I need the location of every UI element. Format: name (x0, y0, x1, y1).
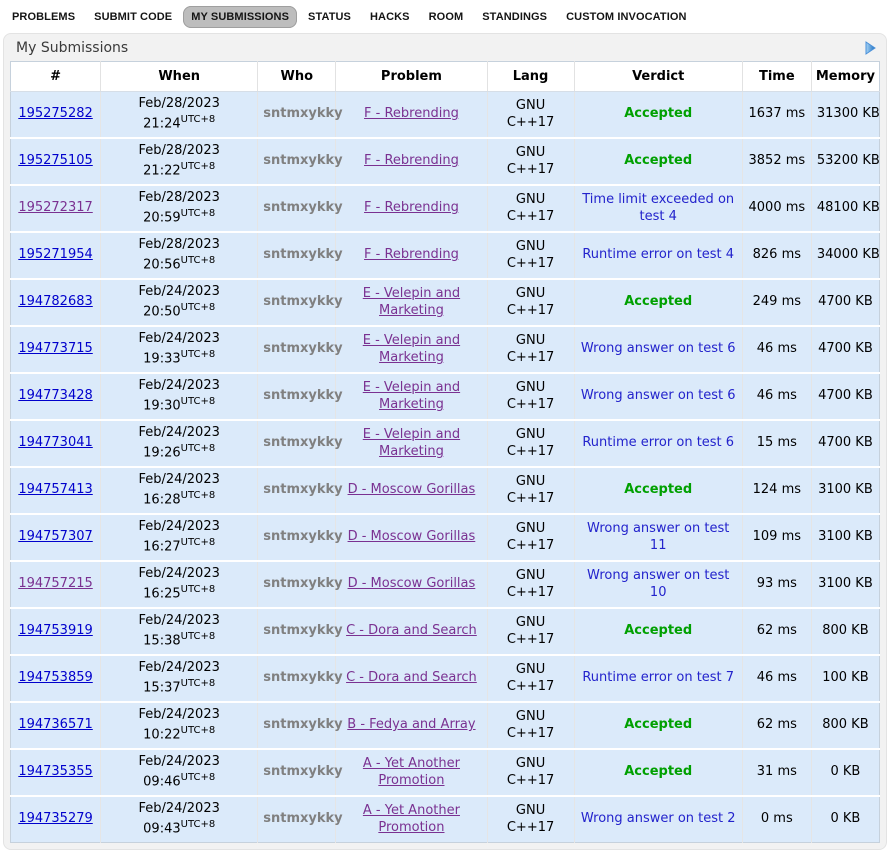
problem-link[interactable]: E - Velepin and Marketing (362, 285, 461, 318)
submission-id-link[interactable]: 195275282 (18, 106, 93, 122)
user-handle[interactable]: sntmxykky (263, 388, 343, 404)
cell-verdict (574, 655, 742, 702)
cell-problem (336, 749, 487, 796)
submission-id-link[interactable]: 194736571 (18, 717, 93, 733)
cell-problem (336, 514, 487, 561)
table-header-cell: Who (258, 62, 336, 92)
cell-verdict (574, 92, 742, 139)
cell-verdict (574, 702, 742, 749)
table-row (11, 373, 880, 420)
submission-date: Feb/28/2023 (138, 142, 220, 158)
cell-when (101, 138, 258, 185)
cell-who (258, 326, 343, 373)
user-handle[interactable]: sntmxykky (263, 623, 343, 639)
verdict-text: Runtime error on test 4 (582, 247, 735, 263)
cell-lang: GNU C++17 (487, 561, 574, 608)
table-header-row (11, 62, 880, 92)
submission-time: $09:46^{UTC+8}$ (143, 771, 216, 790)
submission-id-link[interactable]: 194757413 (18, 482, 93, 498)
cell-problem (336, 467, 487, 514)
cell-memory: 800 KB (811, 608, 879, 655)
cell-when (101, 655, 258, 702)
nav-item-my-submissions[interactable]: MY SUBMISSIONS (183, 6, 297, 28)
submission-date: Feb/28/2023 (138, 189, 220, 205)
cell-submission-id (11, 232, 101, 279)
cell-verdict (574, 467, 742, 514)
cell-when (101, 326, 258, 373)
cell-who (258, 514, 343, 561)
submission-time: $16:25^{UTC+8}$ (143, 583, 216, 602)
submission-id-link[interactable]: 195275105 (18, 153, 93, 169)
table-header-cell: Lang (487, 62, 574, 92)
cell-lang: GNU C++17 (487, 608, 574, 655)
table-row (11, 749, 880, 796)
cell-problem (336, 796, 487, 843)
submission-date: Feb/24/2023 (138, 800, 220, 816)
user-handle[interactable]: sntmxykky (263, 529, 343, 545)
timezone-label: UTC+8 (180, 160, 216, 172)
cell-verdict (574, 796, 742, 843)
cell-who (258, 608, 343, 655)
nav-item-standings[interactable]: STANDINGS (482, 11, 548, 23)
cell-problem (336, 373, 487, 420)
cell-who (258, 373, 343, 420)
cell-lang: GNU C++17 (487, 702, 574, 749)
submission-date: Feb/24/2023 (138, 659, 220, 675)
verdict-text: Accepted (624, 482, 693, 498)
submission-time: $21:22^{UTC+8}$ (143, 160, 216, 179)
cell-lang: GNU C++17 (487, 138, 574, 185)
submission-time: $20:50^{UTC+8}$ (143, 301, 216, 320)
cell-submission-id (11, 373, 101, 420)
user-handle[interactable]: sntmxykky (263, 247, 343, 263)
cell-when (101, 561, 258, 608)
submission-time: $16:28^{UTC+8}$ (143, 489, 216, 508)
submission-id-link[interactable]: 195271954 (18, 247, 93, 263)
cell-memory: 4700 KB (811, 326, 879, 373)
cell-time: 93 ms (742, 561, 811, 608)
problem-link[interactable]: C - Dora and Search (346, 670, 477, 686)
table-row (11, 185, 880, 232)
cell-submission-id (11, 796, 101, 843)
cell-problem (336, 326, 487, 373)
cell-problem (336, 420, 487, 467)
user-handle[interactable]: sntmxykky (263, 717, 343, 733)
cell-when (101, 279, 258, 326)
cell-memory: 48100 KB (811, 185, 879, 232)
table-row (11, 702, 880, 749)
timezone-label: UTC+8 (180, 818, 216, 830)
timezone-label: UTC+8 (180, 348, 216, 360)
nav-item-room[interactable]: ROOM (428, 11, 464, 23)
timezone-label: UTC+8 (180, 724, 216, 736)
cell-lang: GNU C++17 (487, 326, 574, 373)
collapse-arrow-icon[interactable] (864, 41, 876, 55)
table-row (11, 138, 880, 185)
verdict-text: Accepted (624, 623, 693, 639)
cell-problem (336, 608, 487, 655)
cell-memory: 53200 KB (811, 138, 879, 185)
problem-link[interactable]: A - Yet Another Promotion (362, 755, 460, 788)
cell-who (258, 138, 343, 185)
cell-memory: 3100 KB (811, 514, 879, 561)
cell-submission-id (11, 326, 101, 373)
cell-lang: GNU C++17 (487, 92, 574, 139)
cell-memory: 4700 KB (811, 373, 879, 420)
cell-verdict (574, 749, 742, 796)
verdict-text: Accepted (624, 106, 693, 122)
table-row (11, 279, 880, 326)
timezone-label: UTC+8 (180, 113, 216, 125)
submission-time: $09:43^{UTC+8}$ (143, 818, 216, 837)
verdict-text: Wrong answer on test 10 (587, 567, 730, 600)
cell-verdict (574, 138, 742, 185)
table-header-cell: Verdict (574, 62, 742, 92)
table-header-cell: # (11, 62, 101, 92)
cell-lang: GNU C++17 (487, 279, 574, 326)
cell-lang: GNU C++17 (487, 655, 574, 702)
timezone-label: UTC+8 (180, 489, 216, 501)
cell-when (101, 420, 258, 467)
cell-verdict (574, 373, 742, 420)
cell-problem (336, 185, 487, 232)
submission-id-link[interactable]: 194753859 (18, 670, 93, 686)
cell-when (101, 514, 258, 561)
cell-submission-id (11, 655, 101, 702)
cell-submission-id (11, 279, 101, 326)
table-row (11, 92, 880, 139)
submission-date: Feb/24/2023 (138, 377, 220, 393)
submission-id-link[interactable]: 194773041 (18, 435, 93, 451)
submissions-table-body (11, 92, 880, 843)
cell-time: 46 ms (742, 373, 811, 420)
problem-link[interactable]: B - Fedya and Array (347, 717, 476, 733)
verdict-text: Runtime error on test 7 (582, 670, 735, 686)
submission-date: Feb/24/2023 (138, 330, 220, 346)
cell-who (258, 420, 343, 467)
cell-memory: 3100 KB (811, 467, 879, 514)
cell-who (258, 467, 343, 514)
verdict-text: Accepted (624, 717, 693, 733)
submission-id-link[interactable]: 194782683 (18, 294, 93, 310)
cell-memory: 31300 KB (811, 92, 879, 139)
problem-link[interactable]: F - Rebrending (364, 153, 459, 169)
cell-problem (336, 561, 487, 608)
table-row (11, 326, 880, 373)
cell-submission-id (11, 420, 101, 467)
cell-memory: 4700 KB (811, 279, 879, 326)
cell-who (258, 185, 343, 232)
cell-submission-id (11, 514, 101, 561)
cell-memory: 34000 KB (811, 232, 879, 279)
cell-time: 46 ms (742, 326, 811, 373)
nav-item-custom-invocation[interactable]: CUSTOM INVOCATION (566, 11, 687, 23)
submission-date: Feb/24/2023 (138, 518, 220, 534)
cell-lang: GNU C++17 (487, 373, 574, 420)
problem-link[interactable]: D - Moscow Gorillas (347, 576, 476, 592)
my-submissions-panel (3, 33, 887, 850)
cell-time: 124 ms (742, 467, 811, 514)
cell-when (101, 749, 258, 796)
submission-time: $20:59^{UTC+8}$ (143, 207, 216, 226)
cell-who (258, 232, 343, 279)
submission-time: $10:22^{UTC+8}$ (143, 724, 216, 743)
submission-date: Feb/28/2023 (138, 236, 220, 252)
submission-date: Feb/24/2023 (138, 424, 220, 440)
cell-time: 3852 ms (742, 138, 811, 185)
problem-link[interactable]: F - Rebrending (364, 247, 459, 263)
verdict-text: Accepted (624, 153, 693, 169)
table-header-cell: Time (742, 62, 811, 92)
table-row (11, 420, 880, 467)
cell-memory: 0 KB (811, 749, 879, 796)
cell-lang: GNU C++17 (487, 514, 574, 561)
cell-problem (336, 702, 487, 749)
timezone-label: UTC+8 (180, 771, 216, 783)
cell-memory: 0 KB (811, 796, 879, 843)
problem-link[interactable]: A - Yet Another Promotion (362, 802, 460, 835)
nav-item-submit-code[interactable]: SUBMIT CODE (94, 11, 173, 23)
cell-verdict (574, 279, 742, 326)
nav-item-status[interactable]: STATUS (308, 11, 351, 23)
submission-id-link[interactable]: 194757307 (18, 529, 93, 545)
table-header-cell: Problem (336, 62, 487, 92)
submission-id-link[interactable]: 194753919 (18, 623, 93, 639)
cell-time: 1637 ms (742, 92, 811, 139)
cell-verdict (574, 326, 742, 373)
user-handle[interactable]: sntmxykky (263, 341, 343, 357)
cell-memory: 4700 KB (811, 420, 879, 467)
user-handle[interactable]: sntmxykky (263, 294, 343, 310)
verdict-text: Runtime error on test 6 (582, 435, 735, 451)
cell-when (101, 185, 258, 232)
timezone-label: UTC+8 (180, 583, 216, 595)
cell-submission-id (11, 467, 101, 514)
cell-when (101, 232, 258, 279)
user-handle[interactable]: sntmxykky (263, 670, 343, 686)
cell-submission-id (11, 185, 101, 232)
cell-problem (336, 138, 487, 185)
cell-memory: 800 KB (811, 702, 879, 749)
nav-item-hacks[interactable]: HACKS (370, 11, 410, 23)
cell-lang: GNU C++17 (487, 185, 574, 232)
cell-submission-id (11, 92, 101, 139)
verdict-text: Time limit exceeded on test 4 (582, 191, 735, 224)
cell-who (258, 92, 343, 139)
submission-id-link[interactable]: 194773428 (18, 388, 93, 404)
cell-problem (336, 279, 487, 326)
cell-who (258, 655, 343, 702)
table-row (11, 232, 880, 279)
table-row (11, 514, 880, 561)
submission-id-link[interactable]: 194735355 (18, 764, 93, 780)
user-handle[interactable]: sntmxykky (263, 764, 343, 780)
table-header-cell: When (101, 62, 258, 92)
cell-submission-id (11, 561, 101, 608)
cell-problem (336, 232, 487, 279)
cell-when (101, 373, 258, 420)
panel-title: My Submissions (16, 40, 129, 56)
submissions-table (10, 61, 880, 843)
cell-verdict (574, 420, 742, 467)
cell-submission-id (11, 608, 101, 655)
cell-memory: 3100 KB (811, 561, 879, 608)
submission-date: Feb/24/2023 (138, 283, 220, 299)
cell-time: 109 ms (742, 514, 811, 561)
submission-time: $19:26^{UTC+8}$ (143, 442, 216, 461)
cell-lang: GNU C++17 (487, 467, 574, 514)
user-handle[interactable]: sntmxykky (263, 576, 343, 592)
submission-time: $21:24^{UTC+8}$ (143, 113, 216, 132)
cell-time: 15 ms (742, 420, 811, 467)
submission-date: Feb/24/2023 (138, 565, 220, 581)
submission-time: $20:56^{UTC+8}$ (143, 254, 216, 273)
cell-time: 62 ms (742, 608, 811, 655)
cell-when (101, 702, 258, 749)
submission-id-link[interactable]: 194757215 (18, 576, 93, 592)
cell-submission-id (11, 138, 101, 185)
timezone-label: UTC+8 (180, 395, 216, 407)
cell-time: 31 ms (742, 749, 811, 796)
timezone-label: UTC+8 (180, 254, 216, 266)
problem-link[interactable]: D - Moscow Gorillas (347, 482, 476, 498)
verdict-text: Accepted (624, 764, 693, 780)
cell-problem (336, 92, 487, 139)
timezone-label: UTC+8 (180, 630, 216, 642)
problem-link[interactable]: E - Velepin and Marketing (362, 332, 461, 365)
problem-link[interactable]: D - Moscow Gorillas (347, 529, 476, 545)
problem-link[interactable]: C - Dora and Search (346, 623, 477, 639)
cell-when (101, 796, 258, 843)
problem-link[interactable]: E - Velepin and Marketing (362, 426, 461, 459)
verdict-text: Wrong answer on test 11 (587, 520, 730, 553)
cell-memory: 100 KB (811, 655, 879, 702)
cell-time: 46 ms (742, 655, 811, 702)
verdict-text: Wrong answer on test 2 (580, 811, 736, 827)
table-row (11, 467, 880, 514)
user-handle[interactable]: sntmxykky (263, 482, 343, 498)
cell-time: 62 ms (742, 702, 811, 749)
top-navigation (0, 0, 890, 33)
timezone-label: UTC+8 (180, 677, 216, 689)
cell-submission-id (11, 702, 101, 749)
submission-date: Feb/24/2023 (138, 612, 220, 628)
cell-lang: GNU C++17 (487, 420, 574, 467)
problem-link[interactable]: F - Rebrending (364, 106, 459, 122)
user-handle[interactable]: sntmxykky (263, 106, 343, 122)
user-handle[interactable]: sntmxykky (263, 200, 343, 216)
user-handle[interactable]: sntmxykky (263, 153, 343, 169)
table-row (11, 655, 880, 702)
verdict-text: Wrong answer on test 6 (580, 341, 736, 357)
cell-verdict (574, 514, 742, 561)
nav-item-problems[interactable]: PROBLEMS (12, 11, 76, 23)
submission-time: $19:33^{UTC+8}$ (143, 348, 216, 367)
submission-time: $16:27^{UTC+8}$ (143, 536, 216, 555)
submission-time: $19:30^{UTC+8}$ (143, 395, 216, 414)
submission-date: Feb/24/2023 (138, 471, 220, 487)
cell-verdict (574, 608, 742, 655)
verdict-text: Wrong answer on test 6 (580, 388, 736, 404)
cell-time: 4000 ms (742, 185, 811, 232)
cell-who (258, 749, 343, 796)
timezone-label: UTC+8 (180, 536, 216, 548)
user-handle[interactable]: sntmxykky (263, 811, 343, 827)
cell-verdict (574, 561, 742, 608)
cell-who (258, 702, 343, 749)
cell-verdict (574, 232, 742, 279)
cell-time: 0 ms (742, 796, 811, 843)
cell-when (101, 467, 258, 514)
cell-time: 826 ms (742, 232, 811, 279)
cell-who (258, 796, 343, 843)
table-header-cell: Memory (811, 62, 879, 92)
timezone-label: UTC+8 (180, 442, 216, 454)
cell-problem (336, 655, 487, 702)
table-row (11, 796, 880, 843)
submission-time: $15:37^{UTC+8}$ (143, 677, 216, 696)
submission-date: Feb/28/2023 (138, 95, 220, 111)
cell-lang: GNU C++17 (487, 796, 574, 843)
problem-link[interactable]: F - Rebrending (364, 200, 459, 216)
cell-lang: GNU C++17 (487, 749, 574, 796)
submission-id-link[interactable]: 194735279 (18, 811, 93, 827)
timezone-label: UTC+8 (180, 301, 216, 313)
cell-who (258, 279, 343, 326)
cell-when (101, 608, 258, 655)
cell-lang: GNU C++17 (487, 232, 574, 279)
panel-caption (4, 34, 886, 61)
problem-link[interactable]: E - Velepin and Marketing (362, 379, 461, 412)
cell-who (258, 561, 343, 608)
submission-time: $15:38^{UTC+8}$ (143, 630, 216, 649)
cell-when (101, 92, 258, 139)
submission-date: Feb/24/2023 (138, 753, 220, 769)
verdict-text: Accepted (624, 294, 693, 310)
submission-date: Feb/24/2023 (138, 706, 220, 722)
submission-id-link[interactable]: 194773715 (18, 341, 93, 357)
table-row (11, 561, 880, 608)
submission-id-link[interactable]: 195272317 (18, 200, 93, 216)
cell-submission-id (11, 749, 101, 796)
table-row (11, 608, 880, 655)
timezone-label: UTC+8 (180, 207, 216, 219)
cell-verdict (574, 185, 742, 232)
cell-time: 249 ms (742, 279, 811, 326)
user-handle[interactable]: sntmxykky (263, 435, 343, 451)
